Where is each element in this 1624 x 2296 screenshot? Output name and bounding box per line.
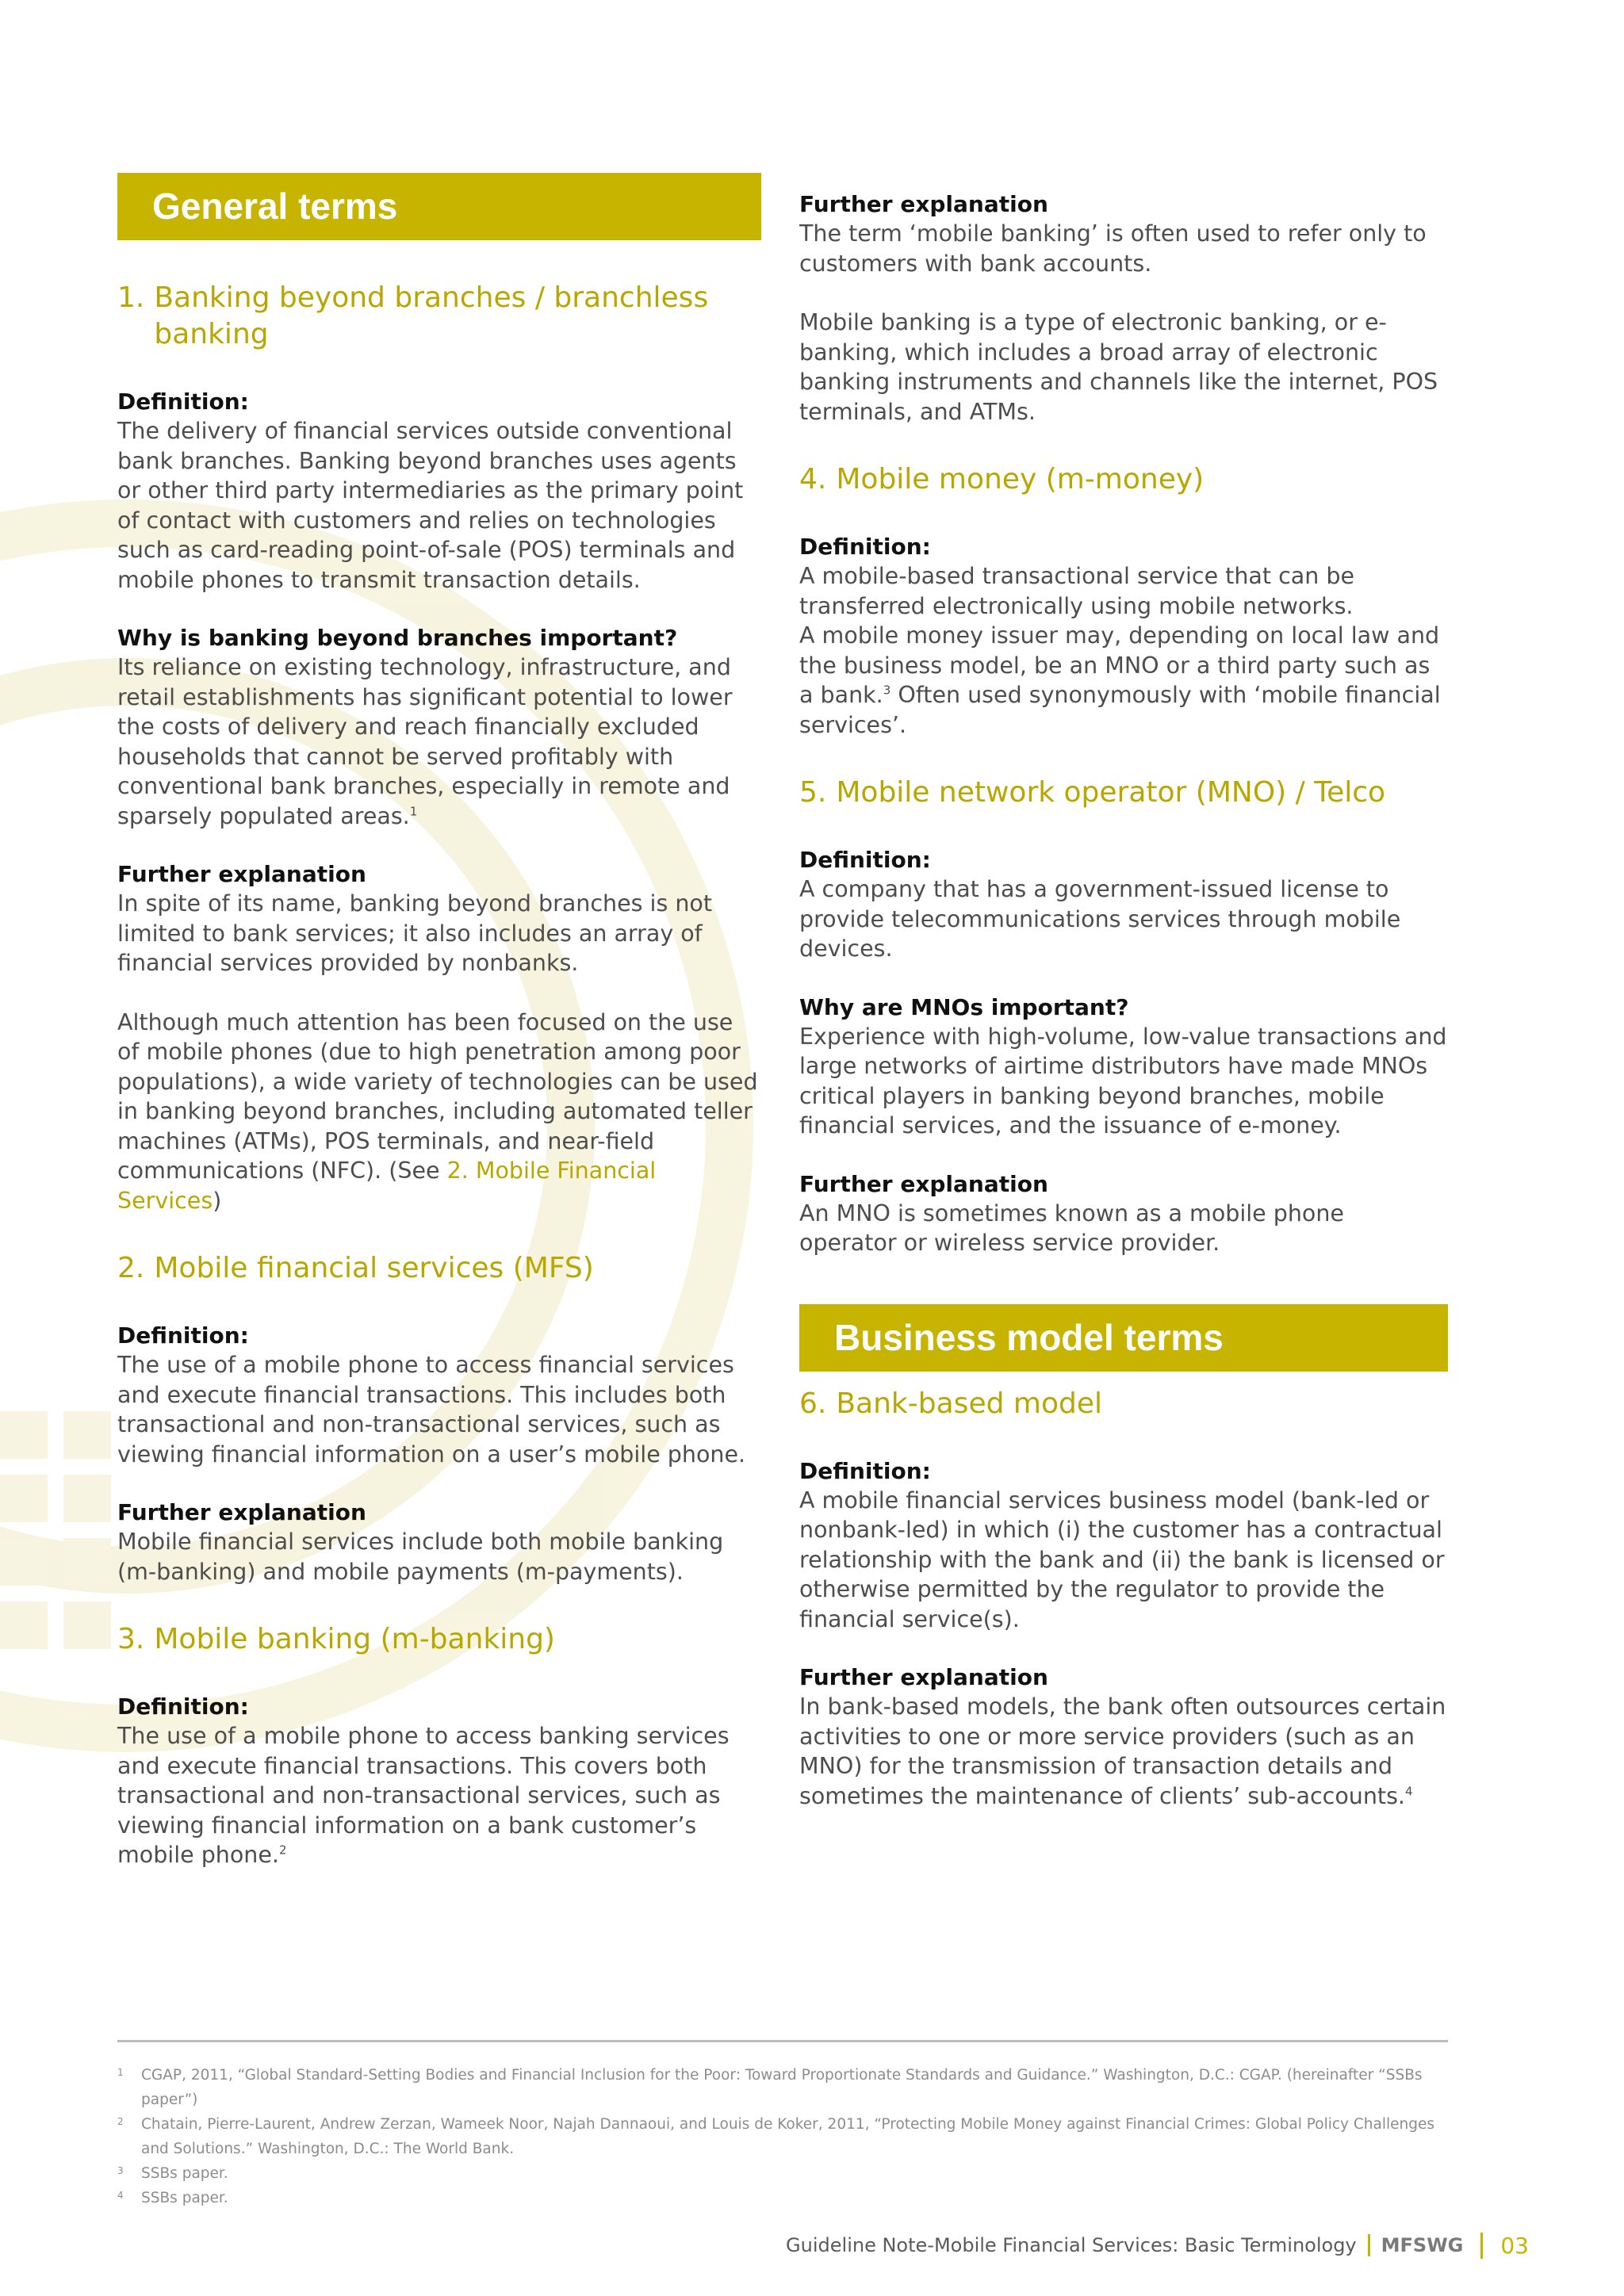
term-1-title <box>117 280 761 353</box>
section-banner-business-model-terms: Business model terms <box>799 1304 1448 1372</box>
further-explanation-label: Further explanation <box>117 861 366 887</box>
term-number: 1. <box>117 281 145 314</box>
term-title-text: Bank-based model <box>836 1387 1102 1420</box>
definition-text: A mobile-based transactional service that can be transferred electronically using mobile networks. <box>799 563 1354 619</box>
term-3-title <box>117 1621 761 1658</box>
definition-text: The use of a mobile phone to access banking services and execute financial transactions. This covers both transactional and non-transactional services, such as viewing financial information on a bank customer’s mobile phone.$^2$ <box>117 1723 730 1868</box>
why-important-label: Why are MNOs important? <box>799 993 1129 1020</box>
organization-name: MFSWG <box>1368 2234 1481 2256</box>
term-title-text: Banking beyond branches / branchless banking <box>154 281 709 350</box>
term-number: 6. <box>799 1387 827 1420</box>
further-explanation-text: In spite of its name, banking beyond branches is not limited to bank services; it also includes an array of financial services provided by nonbanks. <box>117 890 713 976</box>
why-important-text: Its reliance on existing technology, infrastructure, and retail establishments has significant potential to lower the costs of delivery and reach financially excluded households that cannot be served profitably with conventional bank branches, especially in remote and sparsely populated areas.$^1$ <box>117 654 733 829</box>
term-4-title <box>799 461 1448 498</box>
footnote-ref[interactable]: 3 <box>883 683 891 698</box>
footnote-number: 4 <box>117 2190 124 2201</box>
further-explanation-label: Further explanation <box>799 1170 1048 1197</box>
footnotes <box>117 2040 1448 2210</box>
further-explanation-text: The term ‘mobile banking’ is often used to refer only to customers with bank accounts. <box>799 220 1427 277</box>
footnote <box>117 2161 1448 2186</box>
definition-label: Definition: <box>117 1322 249 1349</box>
definition-label: Definition: <box>117 388 249 415</box>
footnote <box>117 2186 1448 2210</box>
term-number: 5. <box>799 776 827 809</box>
footnote-text: SSBs paper. <box>141 2190 228 2206</box>
further-explanation-text: An MNO is sometimes known as a mobile phone operator or wireless service provider. <box>799 1200 1344 1256</box>
further-explanation-text: Mobile banking is a type of electronic banking, or e-banking, which includes a broad array of electronic banking instruments and channels like the internet, POS terminals, and ATMs. <box>799 309 1438 425</box>
footnote <box>117 2112 1448 2161</box>
definition-label: Definition: <box>117 1693 249 1720</box>
document-title: Guideline Note-Mobile Financial Services: Basic Terminology <box>786 2234 1357 2256</box>
footnote-number: 3 <box>117 2165 124 2176</box>
footnote <box>117 2063 1448 2112</box>
further-explanation-label: Further explanation <box>117 1499 366 1525</box>
term-title-text: Mobile network operator (MNO) / Telco <box>836 776 1386 809</box>
term-6-title <box>799 1386 1448 1422</box>
term-number: 3. <box>117 1623 145 1655</box>
term-number: 2. <box>117 1252 145 1284</box>
left-column <box>117 173 761 1870</box>
further-explanation-text: Although much attention has been focused on the use of mobile phones (due to high penetration among poor populations), a wide variety of technologies can be used in banking beyond branches, including automated teller machines (ATMs), POS terminals, and near-field communications (NFC). (See 2. Mobile Financial Services) <box>117 1008 758 1214</box>
definition-text: The use of a mobile phone to access financial services and execute financial transactions. This includes both transactional and non-transactional services, such as viewing financial information on a user’s mobile phone. <box>117 1352 746 1468</box>
term-5-title <box>799 775 1448 811</box>
further-explanation-text: In bank-based models, the bank often outsources certain activities to one or more service providers (such as an MNO) for the transmission of transaction details and sometimes the maintenance of clients’ sub-accounts.$^4$ <box>799 1693 1446 1809</box>
why-important-label: Why is banking beyond branches important? <box>117 625 678 651</box>
footnote-text: Chatain, Pierre-Laurent, Andrew Zerzan, Wameek Noor, Najah Dannaoui, and Louis de Koker, 2011, “Protecting Mobile Money against Financial Crimes: Global Policy Challenges and Solutions.” Washington, D.C.: The World Bank. <box>141 2116 1434 2157</box>
definition-text: A mobile financial services business model (bank-led or nonbank-led) in which (i) the customer has a contractual relationship with the bank and (ii) the bank is licensed or otherwise permitted by the regulator to provide the financial service(s). <box>799 1487 1445 1632</box>
term-number: 4. <box>799 463 827 496</box>
footnote-ref[interactable]: 2 <box>278 1843 287 1858</box>
term-2-title <box>117 1250 761 1287</box>
definition-text: A mobile money issuer may, depending on local law and the business model, be an MNO or a third party such as a bank.$^3$ Often used synonymously with ‘mobile financial services’. <box>799 622 1441 738</box>
term-title-text: Mobile financial services (MFS) <box>154 1252 594 1284</box>
footnote-text: CGAP, 2011, “Global Standard-Setting Bodies and Financial Inclusion for the Poor: Toward Proportionate Standards and Guidance.” Washington, D.C.: CGAP. (hereinafter “SSBs paper”) <box>141 2067 1423 2108</box>
definition-label: Definition: <box>799 534 931 560</box>
term-title-text: Mobile banking (m-banking) <box>154 1623 555 1655</box>
term-title-text: Mobile money (m-money) <box>836 463 1205 496</box>
footnote-ref[interactable]: 4 <box>1405 1784 1413 1798</box>
why-important-text: Experience with high-volume, low-value transactions and large networks of airtime distributors have made MNOs critical players in banking beyond branches, mobile financial services, and the issuance of e-money. <box>799 1023 1447 1138</box>
further-explanation-label: Further explanation <box>799 1664 1048 1690</box>
page-number: 03 <box>1480 2233 1529 2259</box>
footnote-ref[interactable]: 1 <box>409 804 418 818</box>
definition-label: Definition: <box>799 1457 931 1484</box>
footnote-text: SSBs paper. <box>141 2165 228 2182</box>
definition-text: A company that has a government-issued license to provide telecommunications services through mobile devices. <box>799 876 1401 962</box>
further-explanation-label: Further explanation <box>799 191 1048 217</box>
definition-text: The delivery of financial services outside conventional bank branches. Banking beyond branches uses agents or other third party intermediaries as the primary point of contact with customers and relies on technologies such as card-reading point-of-sale (POS) terminals and mobile phones to transmit transaction details. <box>117 418 744 593</box>
footnote-number: 1 <box>117 2067 124 2078</box>
definition-label: Definition: <box>799 847 931 873</box>
page-footer <box>786 2226 1529 2264</box>
footnote-number: 2 <box>117 2116 124 2127</box>
cross-reference-link[interactable]: 2. Mobile Financial Services <box>117 1158 657 1214</box>
section-banner-general-terms: General terms <box>117 173 761 240</box>
right-column <box>799 190 1448 1811</box>
further-explanation-text: Mobile financial services include both mobile banking (m-banking) and mobile payments (m-payments). <box>117 1529 724 1585</box>
